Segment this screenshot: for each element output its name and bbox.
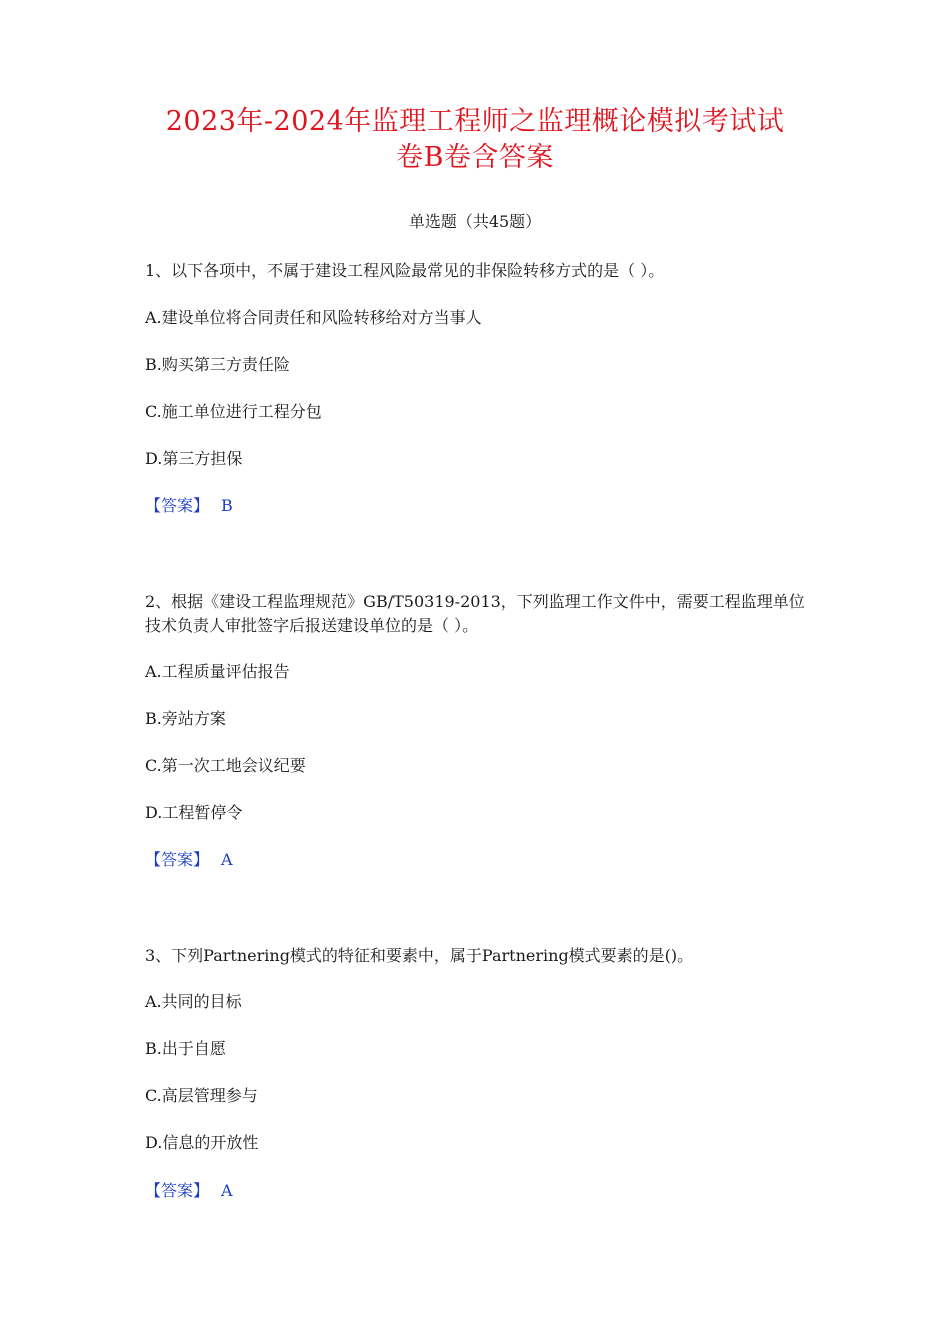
question-2-option-a: A.工程质量评估报告 — [145, 662, 290, 681]
question-2-option-d: D.工程暂停令 — [145, 803, 243, 822]
answer-label: 【答案】 — [145, 496, 210, 515]
question-3-answer — [145, 1179, 233, 1203]
question-1-stem: 1、以下各项中，不属于建设工程风险最常见的非保险转移方式的是（ ）。 — [145, 261, 665, 280]
question-2-option-b: B.旁站方案 — [145, 709, 226, 728]
answer-value: A — [221, 1181, 233, 1200]
question-1-option-b: B.购买第三方责任险 — [145, 355, 290, 374]
question-3-option-a: A.共同的目标 — [145, 992, 242, 1011]
question-1-option-d: D.第三方担保 — [145, 449, 243, 468]
answer-value: B — [221, 496, 233, 515]
answer-value: A — [221, 850, 233, 869]
question-1-option-a: A.建设单位将合同责任和风险转移给对方当事人 — [145, 308, 482, 327]
question-1-option-c: C.施工单位进行工程分包 — [145, 402, 322, 421]
question-2-stem: 2、根据《建设工程监理规范》GB/T50319-2013，下列监理工作文件中，需要工程监理单位技术负责人审批签字后报送建设单位的是（ ）。 — [145, 592, 805, 635]
question-3-option-d: D.信息的开放性 — [145, 1133, 259, 1152]
title-line-2: 卷B卷含答案 — [396, 142, 554, 173]
question-2-option-c: C.第一次工地会议纪要 — [145, 756, 306, 775]
answer-label: 【答案】 — [145, 850, 210, 869]
question-2-answer — [145, 848, 233, 872]
question-3-option-b: B.出于自愿 — [145, 1039, 226, 1058]
question-3-stem: 3、下列Partnering模式的特征和要素中，属于Partnering模式要素的是()。 — [145, 946, 694, 965]
question-3-option-c: C.高层管理参与 — [145, 1086, 258, 1105]
question-1-answer — [145, 494, 233, 518]
title-line-1: 2023年-2024年监理工程师之监理概论模拟考试试 — [165, 106, 785, 137]
answer-label: 【答案】 — [145, 1181, 210, 1200]
section-heading: 单选题（共45题） — [408, 212, 542, 231]
document-title — [120, 104, 830, 176]
